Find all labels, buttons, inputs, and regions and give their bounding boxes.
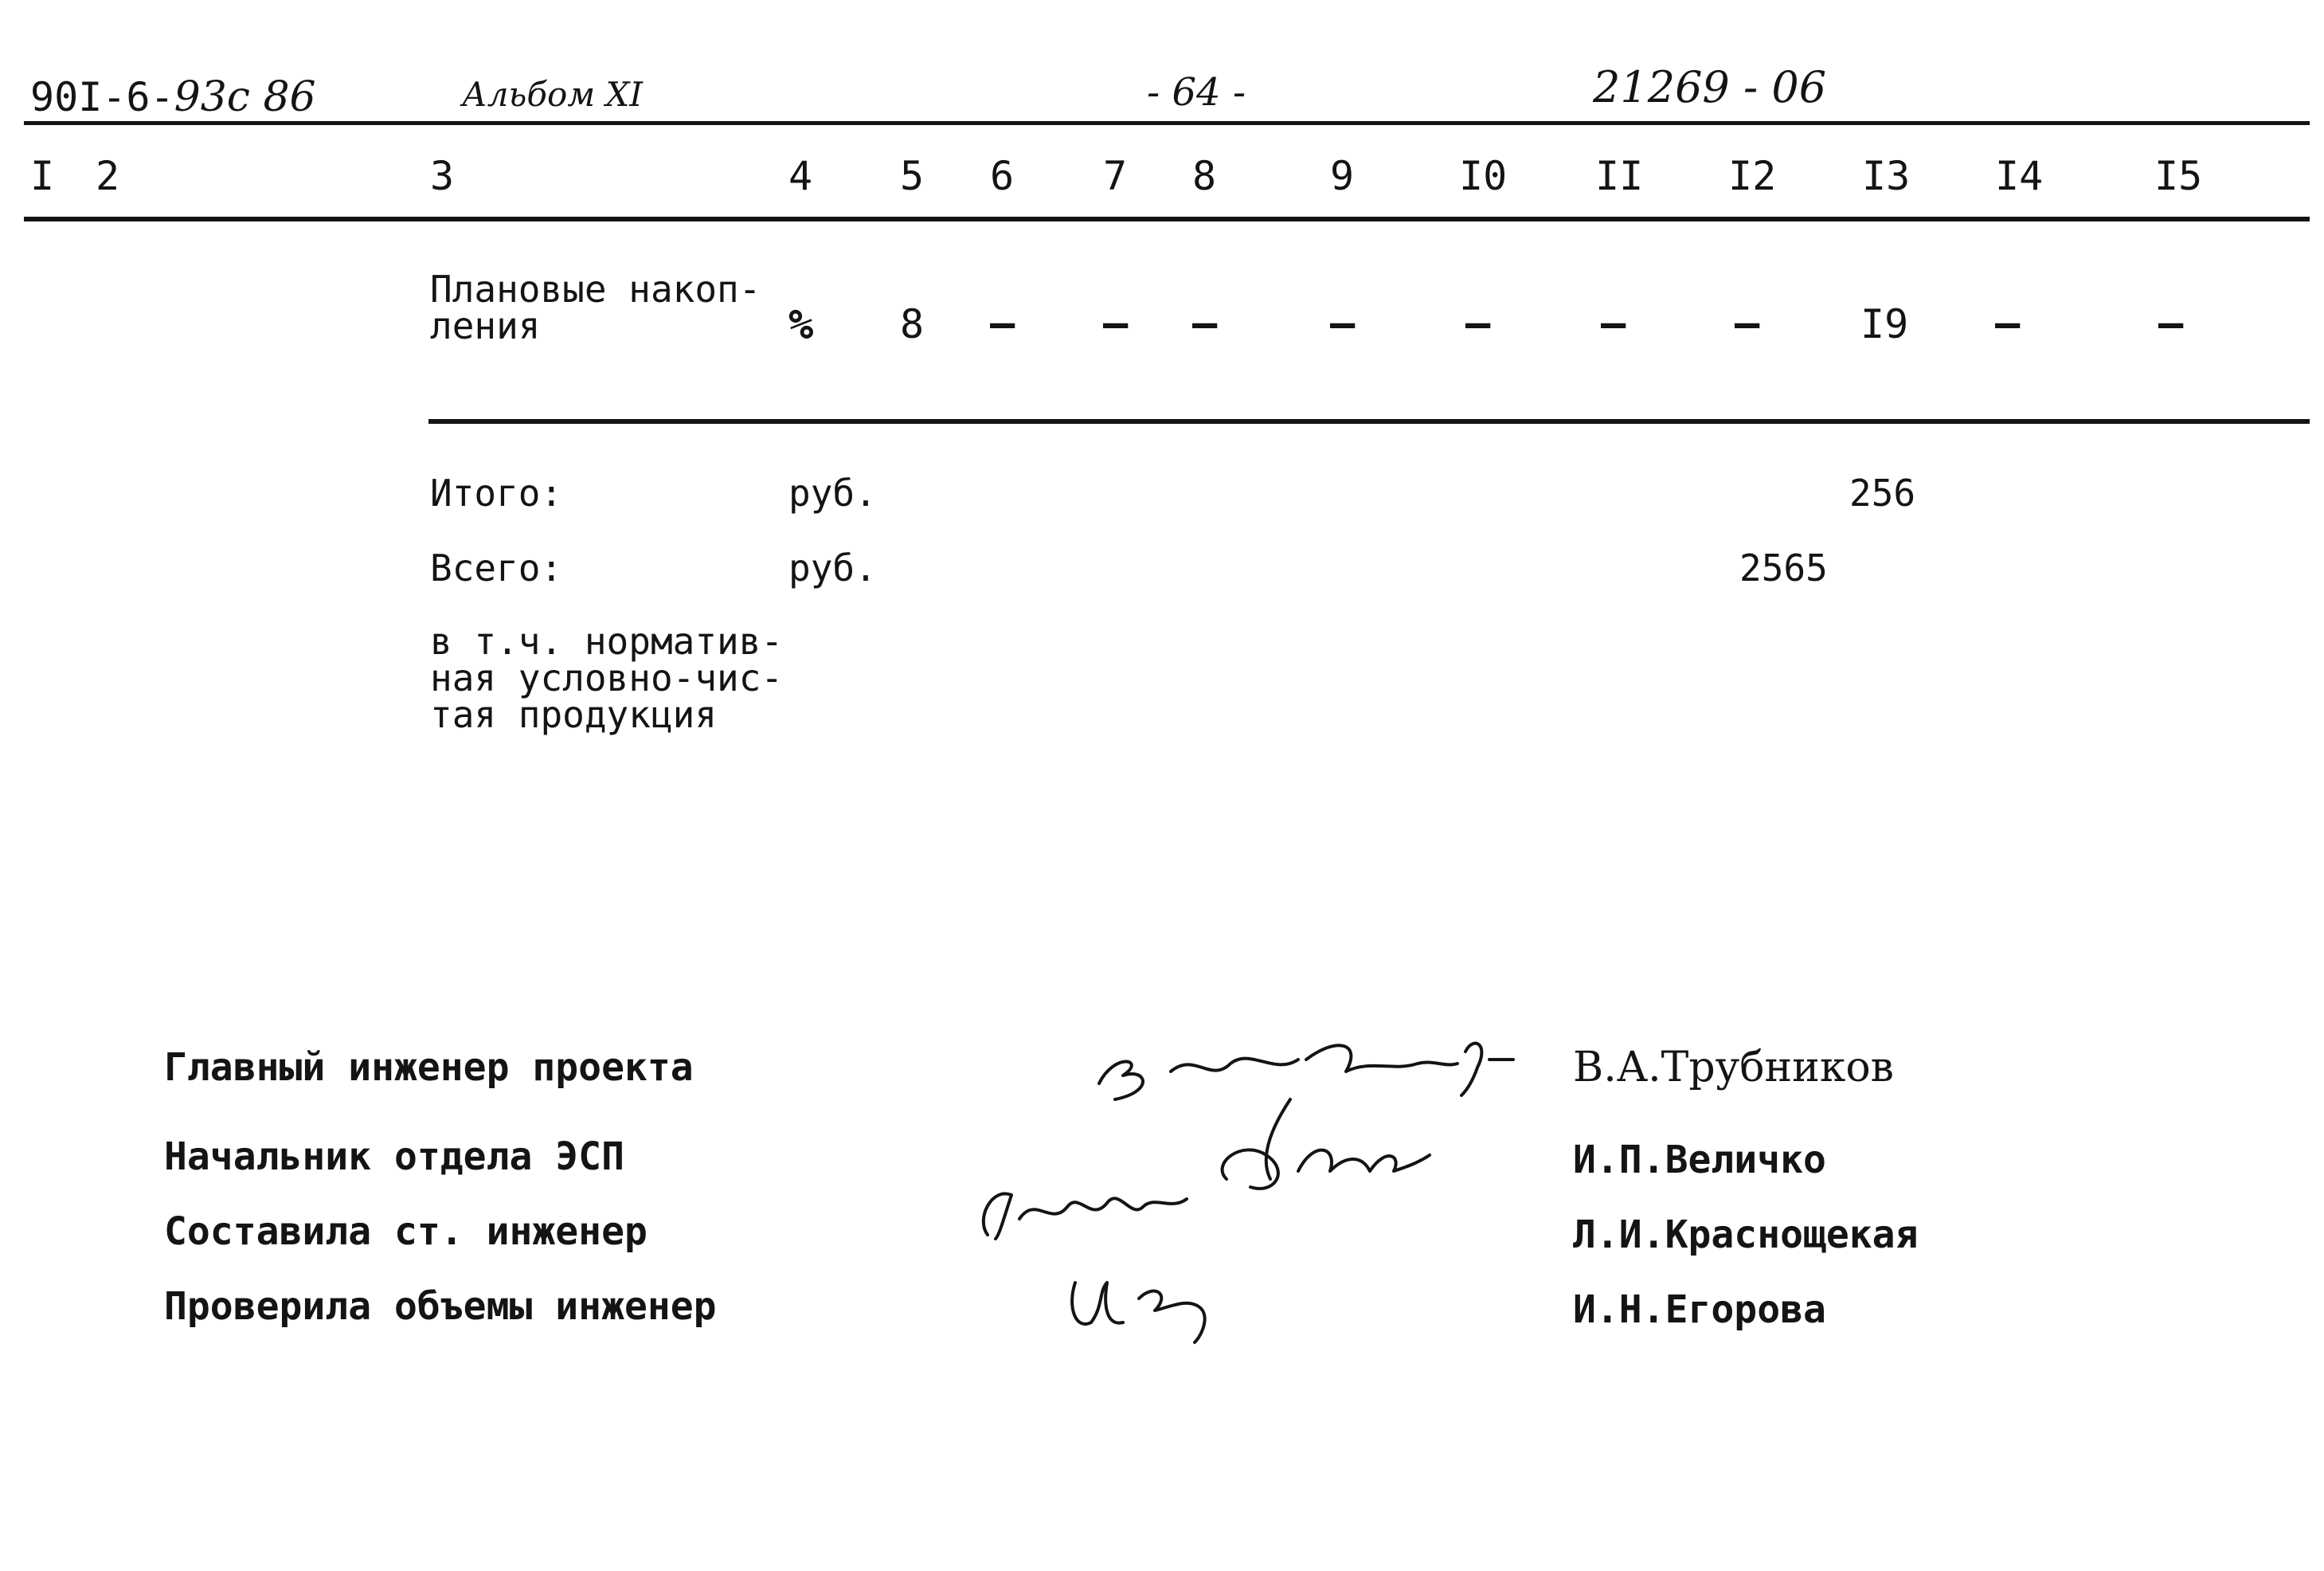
row-vsego-unit: руб. <box>788 547 877 590</box>
header-rule-top <box>24 121 2310 125</box>
album-label: Альбом XI <box>462 75 644 114</box>
column-header: 7 <box>1103 153 1128 199</box>
doc-code-printed: 90I-6- <box>30 74 174 120</box>
column-header: I5 <box>2154 153 2203 199</box>
column-header: 9 <box>1330 153 1355 199</box>
doc-code-handwritten: 93с 86 <box>174 73 316 121</box>
signature-name: И.П.Величко <box>1573 1138 1826 1182</box>
column-header: 6 <box>990 153 1015 199</box>
signature-role: Начальник отдела ЭСП <box>164 1134 624 1179</box>
row-planned-col13: I9 <box>1860 301 1909 347</box>
row-note-line: в т.ч. норматив- <box>430 620 784 663</box>
row-planned-dash: – <box>1995 300 2021 347</box>
row-planned-dash: – <box>1465 300 1491 347</box>
row-planned-label-line: Плановые накоп- <box>430 268 761 311</box>
signature-role: Проверила объемы инженер <box>164 1284 717 1329</box>
signature-role: Составила ст. инженер <box>164 1209 648 1254</box>
row-planned-col5: 8 <box>900 301 925 347</box>
row-note-line: ная условно-чис- <box>430 656 784 699</box>
row-planned-label-line: ления <box>430 304 541 347</box>
row-vsego-label: Всего: <box>430 547 563 590</box>
row-planned-dash: – <box>1103 300 1129 347</box>
handwritten-signature-3 <box>972 1163 1211 1251</box>
row-itogo-label: Итого: <box>430 472 563 515</box>
doc-code <box>30 73 316 121</box>
column-header: I <box>30 153 55 199</box>
row-planned-dash: – <box>2158 300 2184 347</box>
signature-name: И.Н.Егорова <box>1573 1287 1826 1332</box>
column-header: I3 <box>1862 153 1911 199</box>
column-header: 8 <box>1192 153 1217 199</box>
doc-number: 21269 - 06 <box>1593 62 1827 112</box>
row-planned-label <box>430 268 761 347</box>
row-planned-dash: – <box>1735 300 1760 347</box>
column-header: 2 <box>96 153 120 199</box>
row-note <box>430 620 784 736</box>
column-header: II <box>1595 153 1644 199</box>
handwritten-signature-4 <box>1059 1259 1250 1346</box>
row-itogo-value: 256 <box>1849 472 1916 515</box>
page-number: - 64 - <box>1147 70 1246 115</box>
row-planned-dash: – <box>1192 300 1218 347</box>
handwritten-signature-2 <box>1179 1091 1434 1211</box>
row-planned-dash: – <box>1330 300 1356 347</box>
column-header: I4 <box>1995 153 2044 199</box>
column-header: 3 <box>430 153 455 199</box>
row-planned-dash: – <box>990 300 1015 347</box>
row-planned-unit: % <box>788 301 814 349</box>
column-header: I0 <box>1459 153 1508 199</box>
row-planned-dash: – <box>1601 300 1626 347</box>
signature-role: Главный инженер проекта <box>164 1045 694 1090</box>
row-itogo-unit: руб. <box>788 472 877 515</box>
signature-name: Л.И.Краснощекая <box>1573 1213 1919 1257</box>
row-note-line: тая продукция <box>430 693 718 736</box>
column-header: 5 <box>900 153 925 199</box>
column-header: I2 <box>1728 153 1777 199</box>
section-rule <box>428 419 2310 424</box>
row-vsego-value: 2565 <box>1739 547 1828 590</box>
header-rule-bottom <box>24 217 2310 221</box>
signature-name: В.А.Трубников <box>1573 1044 1894 1091</box>
column-header: 4 <box>788 153 813 199</box>
